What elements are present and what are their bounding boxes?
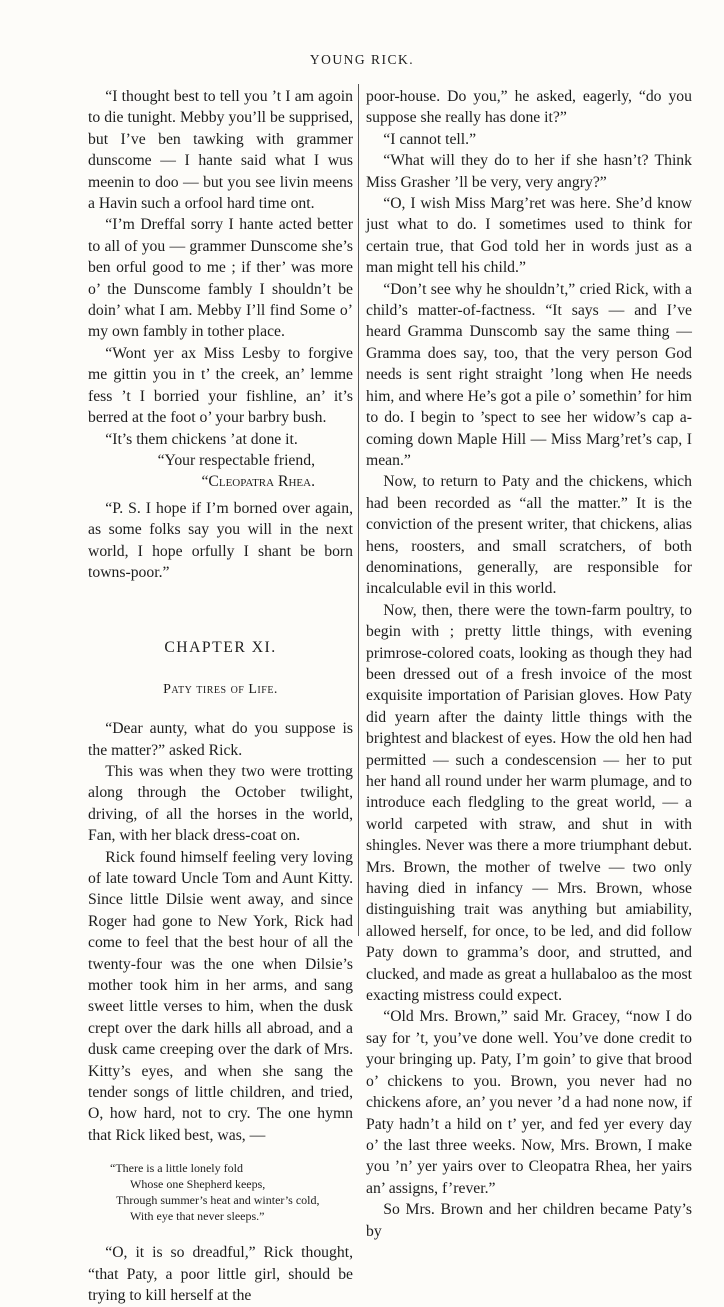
chapter-subtitle: Paty tires of Life. bbox=[163, 681, 278, 697]
hymn-verse bbox=[110, 1160, 353, 1224]
letter-postscript: “P. S. I hope if I’m borned over again, as some folks say you will in the next world, I hope orfully I shant be born towns-poor.” bbox=[88, 499, 353, 581]
body-paragraph: “O, I wish Miss Marg’ret was here. She’d know just what to do. I sometimes used to think for certain true, that God told her in words just as a man might tell his child.” bbox=[366, 195, 692, 277]
body-paragraph: poor-house. Do you,” he asked, eagerly, “do you suppose she really has done it?” bbox=[366, 88, 692, 127]
body-paragraph: “Don’t see why he shouldn’t,” cried Rick, with a child’s matter-of-factness. “It says — and I’ve heard Gramma Dunscomb say the same thing — Gramma does say, too, that the very person God needs is sent right straight ’long when He needs him, and where He’s got a pile o’ somethin’ for him to do. I begin to ’spect to see her widow’s cap a-coming down Maple Hill — Miss Marg’ret’s cap, I mean.” bbox=[366, 280, 692, 469]
running-head: YOUNG RICK. bbox=[309, 52, 415, 67]
body-paragraph: So Mrs. Brown and her children became Paty’s by bbox=[366, 1201, 692, 1240]
letter-closing: “Your respectable friend, bbox=[157, 451, 315, 469]
letter-signature: “Cleopatra Rhea. bbox=[201, 473, 315, 491]
body-paragraph: “Old Mrs. Brown,” said Mr. Gracey, “now I do say for ’t, you’ve done well. You’ve done credit to your bringing up. Paty, I’m goin’ to give that brood o’ chickens to you. Brown, you never had no chickens afore, an’ you never ’d a had none now, if Paty hadn’t a hild on t’ yer, and fed yer every day o’ the last three weeks. Now, Mrs. Brown, I make you ’n’ yer yairs over to Cleopatra Rhea, her yairs an’ assigns, f’rever.” bbox=[366, 1008, 692, 1197]
verse-line: “There is a little lonely fold bbox=[110, 1161, 243, 1176]
letter-paragraph: “It’s them chickens ’at done it. bbox=[105, 430, 298, 448]
column-divider bbox=[358, 84, 359, 936]
letter-paragraph: “Wont yer ax Miss Lesby to forgive me gittin you in t’ the creek, an’ lemme fess ’t I borried your fishline, an’ it’s berred at the foot o’ your barbry bush. bbox=[88, 344, 353, 427]
body-paragraph: Rick found himself feeling very loving of late toward Uncle Tom and Aunt Kitty. Since little Dilsie went away, and since Roger had gone to New York, Rick had come to feel that the best hour of all the twenty-four was the one when Dilsie’s mother took him in her arms, and sang sweet little verses to him, when the dusk crept over the dark hills all abroad, and a dusk came creeping over the dark of Mrs. Kitty’s eyes, and when she sang the tender songs of little children, and tried, O, how hard, not to cry. The one hymn that Rick liked best, was, — bbox=[88, 848, 353, 1144]
verse-line: Whose one Shepherd keeps, bbox=[130, 1177, 266, 1192]
body-paragraph: “O, it is so dreadful,” Rick thought, “that Paty, a poor little girl, should be trying to kill herself at the bbox=[88, 1244, 353, 1305]
left-column bbox=[88, 86, 353, 1305]
letter-paragraph: “I’m Dreffal sorry I hante acted better to all of you — grammer Dunscome she’s ben orful good to me ; if ther’ was more o’ the Dunscome fambly I shouldn’t be doin’ what I am. Mebby I’ll find Some o’ my own fambly in tother place. bbox=[88, 216, 353, 341]
body-paragraph: “What will they do to her if she hasn’t? Think Miss Grasher ’ll be very, very angry?” bbox=[366, 152, 692, 191]
body-paragraph: This was when they two were trotting along through the October twilight, driving, of all the horses in the world, Fan, with her black dress-coat on. bbox=[88, 762, 353, 845]
verse-line: With eye that never sleeps.” bbox=[130, 1209, 265, 1224]
body-paragraph: Now, then, there were the town-farm poultry, to begin with ; pretty little things, with evening primrose-colored coats, looking as though they had been dressed out of a fresh invoice of the most exquisite importation of Parisian gloves. How Paty did yearn after the dainty little things with the brightest and blackest of eyes. How the old hen had permitted — such a condescension — her to put her hand all round under her warm plumage, and to introduce each fledgling to the great world, — a world carpeted with straw, and shut in with shingles. Never was there a more triumphant debut. Mrs. Brown, the mother of twelve — two only having died in infancy — Mrs. Brown, whose distinguishing trait was anything but amiability, allowed herself, for once, to be led, and did follow Paty down to gramma’s door, and strutted, and clucked, and made as great a hullabaloo as the most exacting mistress could expect. bbox=[366, 601, 692, 1005]
body-paragraph: “Dear aunty, what do you suppose is the matter?” asked Rick. bbox=[88, 720, 353, 759]
body-paragraph: Now, to return to Paty and the chickens, which had been recorded as “all the matter.” It is the conviction of the present writer, that chickens, alias hens, roosters, and small scratchers, of both denominations, generally, are responsible for incalculable evil in this world. bbox=[366, 473, 692, 598]
right-column bbox=[366, 86, 692, 1240]
chapter-title: CHAPTER XI. bbox=[164, 639, 277, 657]
letter-paragraph: “I thought best to tell you ’t I am agoin to die tunight. Mebby you’ll be supprised, but I’ve ben tawking with grammer dunscome — I hante said what I wus meenin to doo — but you see livin meens a Havin such a orfool hard time ont. bbox=[88, 88, 353, 213]
body-paragraph: “I cannot tell.” bbox=[383, 130, 477, 148]
verse-line: Through summer’s heat and winter’s cold, bbox=[116, 1193, 320, 1208]
